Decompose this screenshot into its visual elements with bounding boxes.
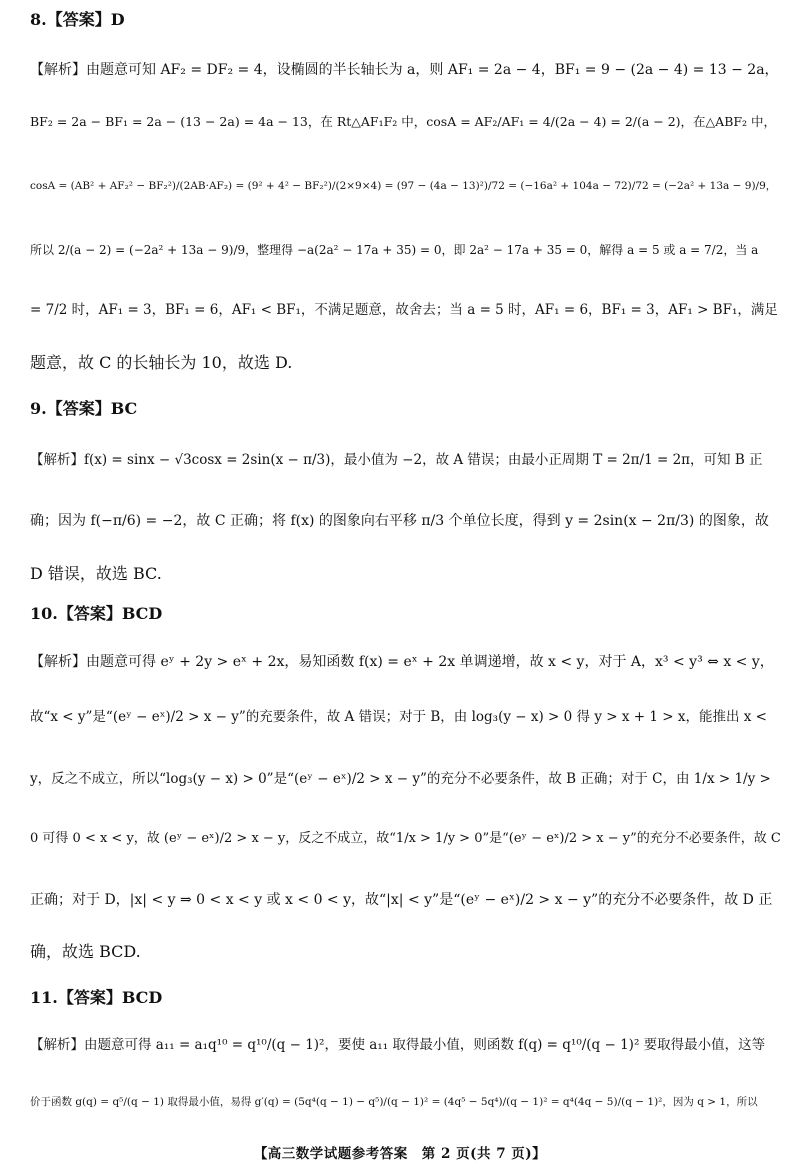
q8-solution-line: cosA = (AB² + AF₂² − BF₂²)/(2AB·AF₂) = (9² + 4² − BF₂²)/(2×9×4) = (97 − (4a − 13)²)/72 = (−16a² + 104a − 72)/72 = (−2a² + 13a − 9)/9， — [30, 180, 777, 192]
q8-solution-line: 题意，故 C 的长轴长为 10，故选 D. — [30, 353, 293, 372]
q10-solution-line: y，反之不成立，所以“log₃(y − x) > 0”是“(eʸ − eˣ)/2 > x − y”的充分不必要条件，故 B 正确；对于 C，由 1/x > 1/y > — [30, 771, 771, 787]
q9-solution-line: 【解析】f(x) = sinx − √3cosx = 2sin(x − π/3)，最小值为 −2，故 A 错误；由最小正周期 T = 2π/1 = 2π，可知 B 正 — [30, 452, 763, 468]
q9-solution-line: D 错误，故选 BC. — [30, 564, 162, 583]
q8-solution-line: = 7/2 时，AF₁ = 3，BF₁ = 6，AF₁ < BF₁，不满足题意，故舍去；当 a = 5 时，AF₁ = 6，BF₁ = 3，AF₁ > BF₁，满足 — [30, 302, 778, 318]
q11-answer: 11.【答案】BCD — [30, 988, 163, 1007]
q10-solution-line: 确，故选 BCD. — [30, 942, 141, 961]
q8-answer: 8.【答案】D — [30, 10, 125, 29]
page-footer: 【高三数学试题参考答案 第 2 页(共 7 页)】 — [253, 1146, 547, 1162]
q11-solution-line: 价于函数 g(q) = q⁵/(q − 1) 取得最小值，易得 g′(q) = (5q⁴(q − 1) − q⁵)/(q − 1)² = (4q⁵ − 5q⁴)/(q − 1)² = q⁴(4q − 5)/(q − 1)²，因为 q > 1，所以 — [30, 1096, 758, 1108]
q10-answer: 10.【答案】BCD — [30, 604, 163, 623]
q8-solution-line: BF₂ = 2a − BF₁ = 2a − (13 − 2a) = 4a − 13，在 Rt△AF₁F₂ 中，cosA = AF₂/AF₁ = 4/(2a − 4) = 2/(a − 2)，在△ABF₂ 中， — [30, 114, 777, 129]
q9-solution-line: 确；因为 f(−π/6) = −2，故 C 正确；将 f(x) 的图象向右平移 π/3 个单位长度，得到 y = 2sin(x − 2π/3) 的图象，故 — [30, 513, 769, 529]
q10-solution-line: 0 可得 0 < x < y，故 (eʸ − eˣ)/2 > x − y，反之不成立，故“1/x > 1/y > 0”是“(eʸ − eˣ)/2 > x − y”的充分不必要条件，故 C — [30, 831, 781, 846]
q11-solution-line: 【解析】由题意可得 a₁₁ = a₁q¹⁰ = q¹⁰/(q − 1)²，要使 a₁₁ 取得最小值，则函数 f(q) = q¹⁰/(q − 1)² 要取得最小值，这等 — [30, 1037, 766, 1053]
q8-solution-line: 所以 2/(a − 2) = (−2a² + 13a − 9)/9，整理得 −a(2a² − 17a + 35) = 0，即 2a² − 17a + 35 = 0，解得 a = 5 或 a = 7/2，当 a — [30, 243, 759, 257]
q10-solution-line: 正确；对于 D，|x| < y ⇒ 0 < x < y 或 x < 0 < y，故“|x| < y”是“(eʸ − eˣ)/2 > x − y”的充分不必要条件，故 D 正 — [30, 892, 773, 908]
q10-solution-line: 【解析】由题意可得 eʸ + 2y > eˣ + 2x，易知函数 f(x) = eˣ + 2x 单调递增，故 x < y，对于 A，x³ < y³ ⇔ x < y， — [30, 654, 774, 670]
q8-solution-line: 【解析】由题意可知 AF₂ = DF₂ = 4，设椭圆的半长轴长为 a，则 AF₁ = 2a − 4，BF₁ = 9 − (2a − 4) = 13 − 2a， — [30, 62, 779, 78]
q9-answer: 9.【答案】BC — [30, 399, 138, 418]
q10-solution-line: 故“x < y”是“(eʸ − eˣ)/2 > x − y”的充要条件，故 A 错误；对于 B，由 log₃(y − x) > 0 得 y > x + 1 > x，能推出 x < — [30, 709, 767, 725]
